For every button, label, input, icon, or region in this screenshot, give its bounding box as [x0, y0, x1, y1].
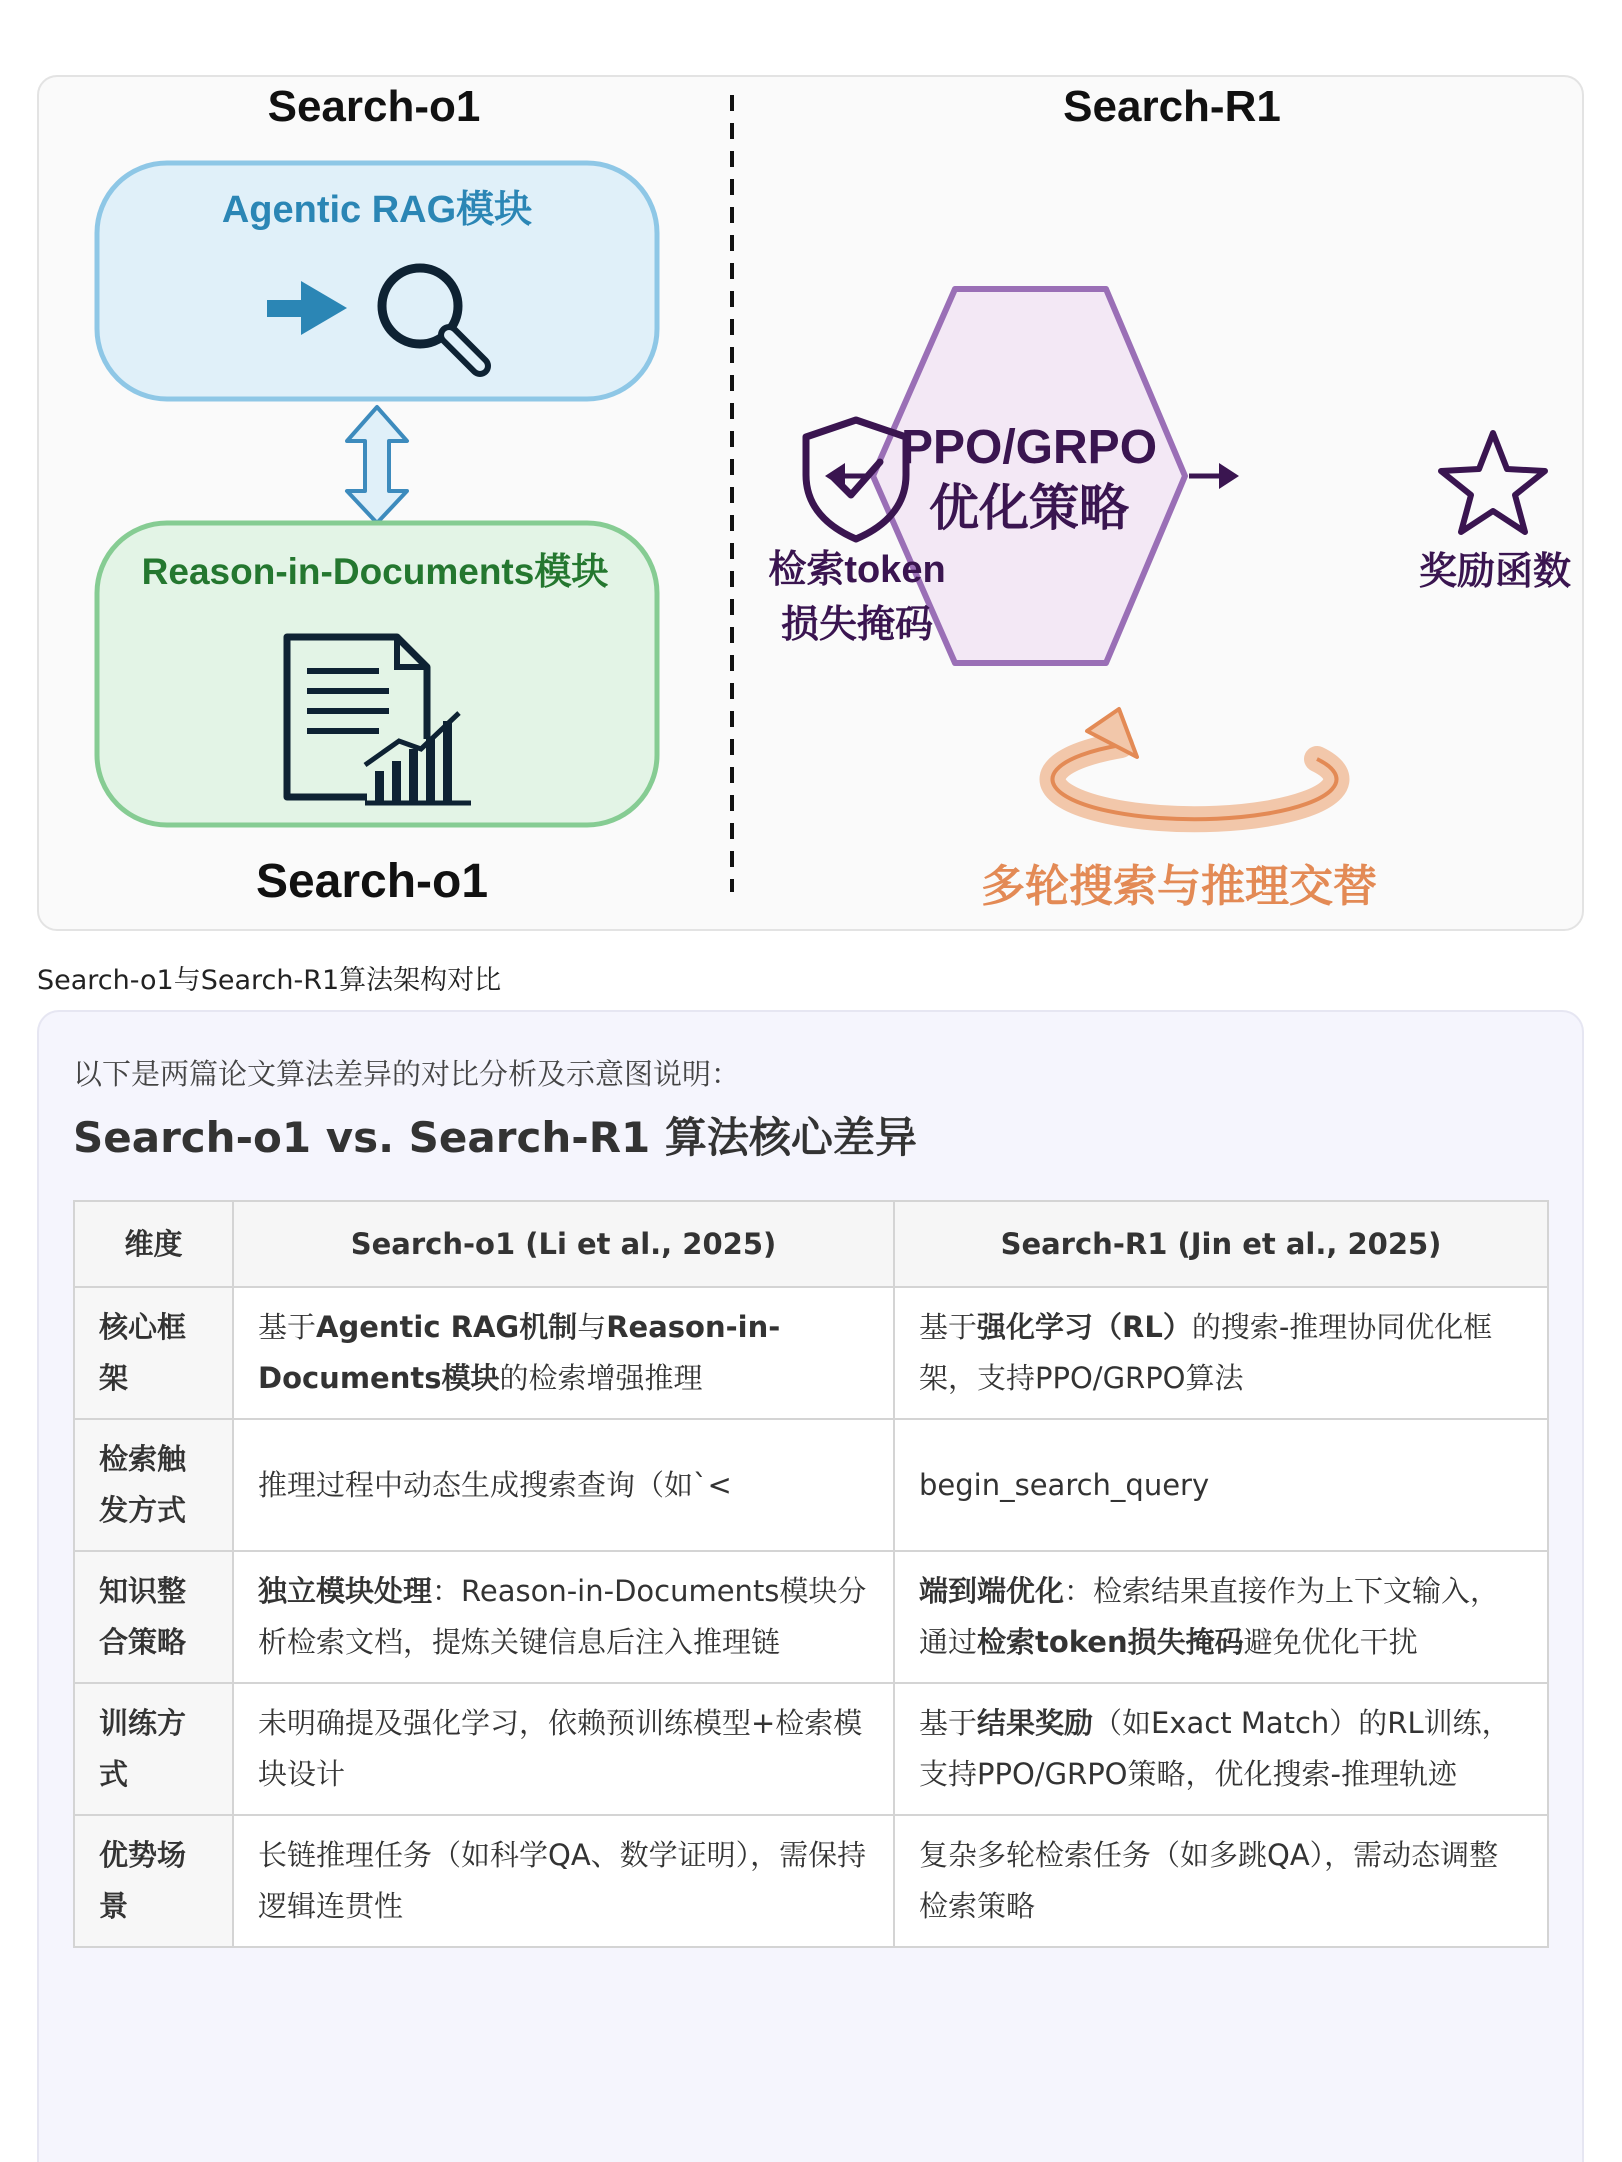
cell-search-o1 [233, 1683, 894, 1815]
architecture-diagram [39, 77, 1582, 929]
bold-text: Reason-in-Documents模块 [258, 1310, 781, 1395]
text-segment: 推理过程中动态生成搜索查询（如`< [258, 1467, 732, 1502]
text-segment: ：Reason-in-Documents模块分析检索文档，提炼关键信息后注入推理链 [258, 1574, 867, 1659]
text-segment: begin_search_query [919, 1467, 1210, 1502]
comparison-table [73, 1200, 1549, 1948]
text-segment: 复杂多轮检索任务（如多跳QA），需动态调整检索策略 [919, 1838, 1499, 1923]
cell-search-o1 [233, 1287, 894, 1419]
table-row [74, 1683, 1548, 1815]
cell-search-o1 [233, 1419, 894, 1551]
cell-search-r1 [894, 1551, 1548, 1683]
left-bottom-label: Search-o1 [255, 855, 489, 908]
table-row [74, 1551, 1548, 1683]
cell-search-r1 [894, 1815, 1548, 1947]
cell-search-o1 [233, 1815, 894, 1947]
mask-label-line1: 检索token [768, 549, 946, 591]
architecture-figure [37, 75, 1584, 931]
bold-text: 结果奖励 [977, 1706, 1094, 1740]
star-icon [1441, 433, 1545, 532]
bold-text: 独立模块处理 [258, 1574, 433, 1608]
bold-text: 端到端优化 [919, 1574, 1065, 1608]
bold-text: 强化学习（RL） [977, 1310, 1192, 1344]
header-search-o1: Search-o1 (Li et al., 2025) [233, 1201, 894, 1287]
cell-search-r1 [894, 1683, 1548, 1815]
comparison-heading: Search-o1 vs. Search-R1 算法核心差异 [73, 1113, 917, 1162]
hexagon-line2: 优化策略 [929, 480, 1129, 536]
table-row [74, 1287, 1548, 1419]
bold-text: 检索token损失掩码 [977, 1625, 1244, 1659]
text-segment: 长链推理任务（如科学QA、数学证明），需保持逻辑连贯性 [258, 1838, 867, 1923]
double-arrow-icon [347, 407, 407, 523]
row-dimension: 训练方式 [74, 1683, 233, 1815]
text-segment: 基于 [919, 1706, 978, 1740]
table-row [74, 1815, 1548, 1947]
figure-caption: Search-o1与Search-R1算法架构对比 [37, 965, 502, 996]
cell-search-o1 [233, 1551, 894, 1683]
text-segment: 基于 [258, 1310, 317, 1344]
text-segment: 的检索增强推理 [499, 1361, 703, 1395]
intro-text: 以下是两篇论文算法差异的对比分析及示意图说明： [73, 1057, 741, 1091]
reward-label: 奖励函数 [1418, 551, 1572, 593]
right-title: Search-R1 [1063, 82, 1281, 131]
rag-module-label: Agentic RAG模块 [221, 189, 533, 231]
mask-label-line2: 损失掩码 [780, 604, 934, 646]
text-segment: 避免优化干扰 [1243, 1625, 1418, 1659]
text-segment: 未明确提及强化学习，依赖预训练模型+检索模块设计 [258, 1706, 863, 1791]
text-segment: 与 [577, 1310, 607, 1344]
left-title: Search-o1 [267, 82, 481, 131]
bold-text: Agentic RAG机制 [316, 1310, 578, 1344]
cell-search-r1 [894, 1419, 1548, 1551]
table-body [74, 1287, 1548, 1947]
table-header-row [74, 1201, 1548, 1287]
header-dimension: 维度 [74, 1201, 233, 1287]
row-dimension: 知识整合策略 [74, 1551, 233, 1683]
answer-card [37, 1010, 1584, 2162]
arrow-to-reward [1189, 463, 1239, 489]
header-search-r1: Search-R1 (Jin et al., 2025) [894, 1201, 1548, 1287]
row-dimension: 核心框架 [74, 1287, 233, 1419]
text-segment: ：检索结果直接作为上下文输入，通过 [919, 1574, 1500, 1659]
rid-module-label: Reason-in-Documents模块 [141, 551, 609, 592]
loop-arrow-icon [1052, 709, 1336, 819]
text-segment: （如Exact Match）的RL训练，支持PPO/GRPO策略，优化搜索-推理轨迹 [919, 1706, 1511, 1791]
hexagon-line1: PPO/GRPO [900, 421, 1158, 474]
row-dimension: 检索触发方式 [74, 1419, 233, 1551]
row-dimension: 优势场景 [74, 1815, 233, 1947]
text-segment: 的搜索-推理协同优化框架，支持PPO/GRPO算法 [919, 1310, 1493, 1395]
loop-label: 多轮搜索与推理交替 [981, 862, 1377, 911]
cell-search-r1 [894, 1287, 1548, 1419]
table-row [74, 1419, 1548, 1551]
text-segment: 基于 [919, 1310, 978, 1344]
